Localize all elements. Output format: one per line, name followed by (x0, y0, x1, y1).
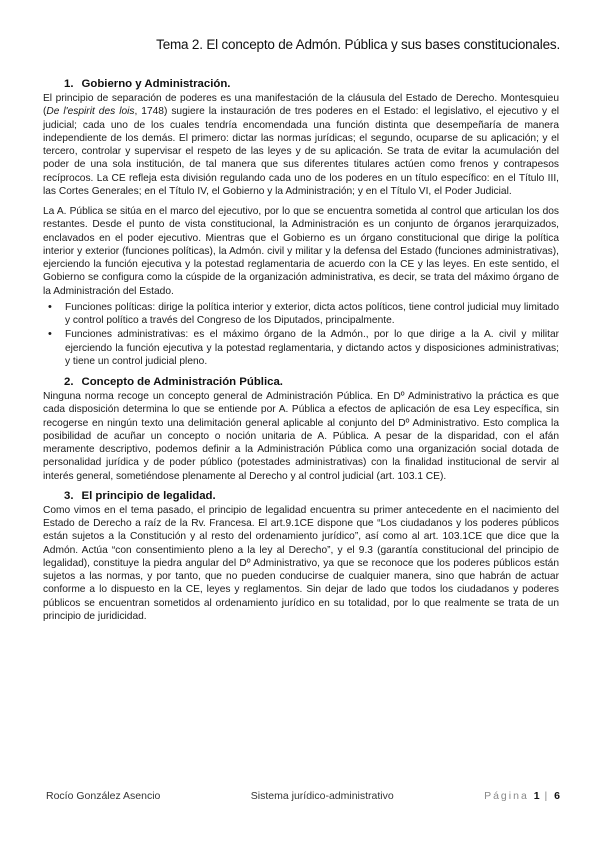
footer-author: Rocío González Asencio (46, 790, 161, 802)
page-total: 6 (554, 790, 560, 802)
bullet-item: • Funciones políticas: dirige la política interior y exterior, dicta actos políticos, tiene control judicial muy limitado y control político a través del Congreso de los Diputados, principalmente. (65, 301, 559, 328)
section-gobierno (43, 78, 559, 368)
document-body (43, 78, 559, 630)
paragraph (43, 92, 559, 198)
section-heading (64, 78, 559, 90)
section-heading (64, 490, 559, 502)
section-heading (64, 376, 559, 388)
book-title: De l'espirit des lois (46, 106, 135, 118)
bullet-item: • Funciones administrativas: es el máximo órgano de la Admón., por lo que dirige a la A. civil y militar ejerciendo la función ejecutiva y la potestad reglamentaria, y dictando actos y disposiciones administrativas; y tiene un control judicial pleno. (65, 328, 559, 368)
page-separator: | (544, 790, 550, 802)
paragraph-text: , 1748) sugiere la instauración de tres poderes en el Estado: el legislativo, el ejecutivo y el judicial; cada uno de los cuales tendría encomendada una función distinta que desempeñaría de manera independiente de los demás. El primero: dictar las normas jurídicas; el segundo, ocuparse de su aplicación; y el tercero, controlar y supervisar el respeto de las leyes y de su aplicación. Se trata de evitar la acumulación del poder de una sola institución, de tal manera que sus diferentes titulares actúen como frenos y contrapesos recíprocos. La CE refleja esta división regulando cada uno de los poderes en un título específico: en el Título III, las Cortes Generales; en el Título IV, el Gobierno y la Administración; y en el Título VI, el Poder Judicial. (43, 106, 559, 197)
paragraph: La A. Pública se sitúa en el marco del ejecutivo, por lo que se encuentra sometida al control que articulan los dos restantes. Desde el punto de vista constitucional, la Administración es un conjunto de órganos jerarquizados, enclavados en el poder ejecutivo. Mientras que el Gobierno es un órgano constitucional que dirige la política interior y exterior (funciones políticas), la Admón. civil y militar y la defensa del Estado (funciones administrativas), ejerciendo la función ejecutiva y la potestad reglamentaria de acuerdo con la CE y las leyes. En este sentido, el Gobierno se configura como la cúspide de la organización administrativa, es decir, se trata del máximo órgano de la Administración del Estado. (43, 206, 559, 297)
page-indicator (484, 790, 560, 802)
section-legalidad (43, 490, 559, 623)
section-title: Gobierno y Administración. (81, 78, 231, 90)
paragraph: Como vimos en el tema pasado, el principio de legalidad encuentra su primer antecedente en el nacimiento del Estado de Derecho a raíz de la Rv. Francesa. El art.9.1CE dispone que “Los ciudadanos y los poderes públicos están sujetos a la Constitución y al resto del ordenamiento jurídico”, así como al art. 103.1CE que dice que la Admón. Actúa “con consentimiento pleno a la ley al Derecho”, y el 9.3 (garantía constitucional del principio de legalidad), constituye la piedra angular del Dº Administrativo, ya que se reconoce que los poderes públicos están sujetos a las normas, y por tanto, que no pueden conducirse de cualquier manera, sino que habrán de actuar conforme a lo dispuesto en la CE, leyes y reglamentos. Sin dejar de lado que todos los ciudadanos y poderes públicos se encuentran sometidos al ordenamiento jurídico en su totalidad, por lo que realmente se trata de un principio de juridicidad. (43, 504, 559, 622)
document-title: Tema 2. El concepto de Admón. Pública y sus bases constitucionales. (156, 37, 560, 52)
section-concepto (43, 376, 559, 483)
paragraph: Ninguna norma recoge un concepto general de Administración Pública. En Dº Administrativo la práctica es que cada disposición determina lo que se entiende por A. Pública a efectos de aplicación de esa Ley específica, sin recogerse en ningún texto una delimitación general aplicable al conjunto del Dº Administrativo. Esto complica la posibilidad de acuñar un concepto o noción unitaria de A. Pública. A pesar de la disparidad, con el afán meramente descriptivo, podemos definir a la Administración Pública como una organización social dotada de personalidad jurídica y de poder público (potestades administrativas) con la finalidad institucional de servir al interés general, sometiéndose plenamente al Derecho y al control judicial (art. 103.1 CE). (43, 391, 559, 482)
bullet-list (43, 301, 559, 368)
page-word: Página (484, 790, 529, 802)
page-number: 1 (533, 790, 540, 802)
footer-subject: Sistema jurídico-administrativo (250, 790, 394, 802)
page-footer (46, 790, 560, 802)
paragraph-text: El principio de separación de poderes es una manifestación de la cláusula del Estado de Derecho. Montesquieu ( (43, 93, 559, 118)
section-number: 3. (64, 489, 74, 502)
section-title: Concepto de Administración Pública. (81, 376, 283, 388)
section-number: 1. (64, 78, 74, 90)
section-title: El principio de legalidad. (81, 489, 216, 502)
section-number: 2. (64, 376, 74, 388)
